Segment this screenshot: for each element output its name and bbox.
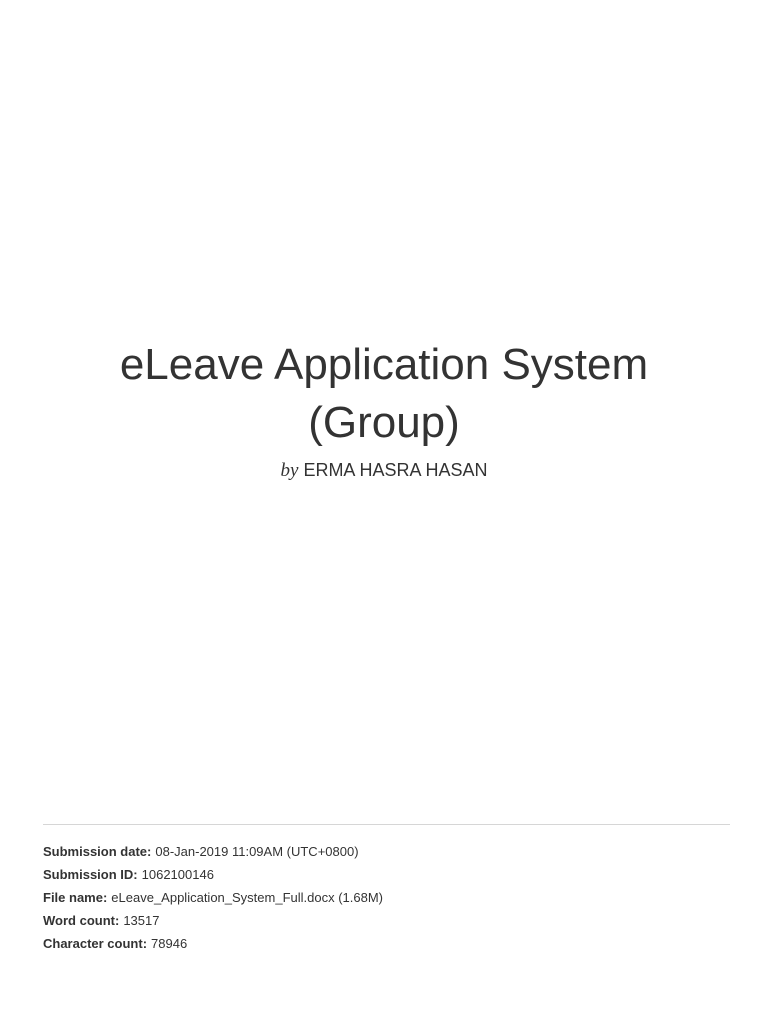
word-count-row xyxy=(43,909,730,932)
divider xyxy=(43,824,730,825)
word-count-label: Word count: xyxy=(43,913,120,928)
submission-date-label: Submission date: xyxy=(43,844,152,859)
author-byline xyxy=(0,458,768,483)
document-title xyxy=(0,336,768,452)
submission-date-row xyxy=(43,840,730,863)
document-title-line-2: (Group) xyxy=(308,398,460,447)
word-count-value: 13517 xyxy=(123,913,160,928)
submission-info xyxy=(43,840,730,955)
submission-date-value: 08-Jan-2019 11:09AM (UTC+0800) xyxy=(155,844,359,859)
submission-id-label: Submission ID: xyxy=(43,867,138,882)
submission-id-value: 1062100146 xyxy=(141,867,214,882)
title-block xyxy=(0,336,768,483)
submission-id-row xyxy=(43,863,730,886)
character-count-label: Character count: xyxy=(43,936,148,951)
file-name-row xyxy=(43,886,730,909)
author-name: ERMA HASRA HASAN xyxy=(303,460,488,480)
character-count-value: 78946 xyxy=(151,936,188,951)
character-count-row xyxy=(43,932,730,955)
document-title-line-1: eLeave Application System xyxy=(119,340,649,389)
file-name-label: File name: xyxy=(43,890,108,905)
by-label: by xyxy=(280,460,299,481)
file-name-value: eLeave_Application_System_Full.docx (1.68M) xyxy=(111,890,383,905)
